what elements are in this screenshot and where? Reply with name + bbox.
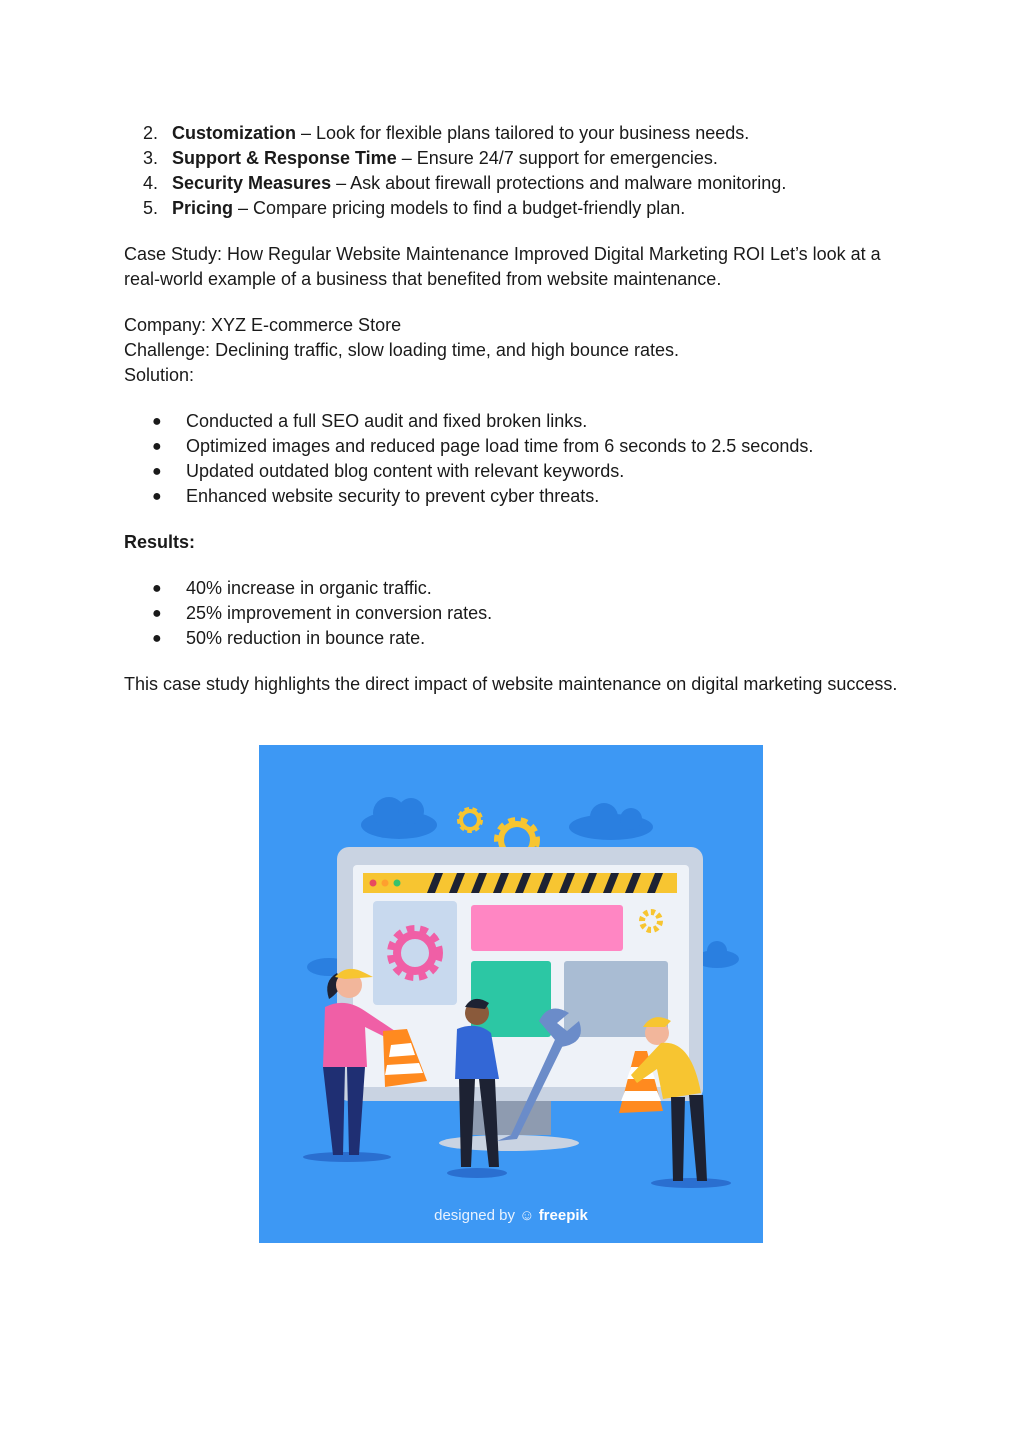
bullet: ● (152, 463, 162, 480)
bullet: ● (152, 413, 162, 430)
item-term: Pricing (172, 198, 234, 218)
list-item: ● Optimized images and reduced page load time from 6 seconds to 2.5 seconds. (124, 434, 904, 459)
company-line: Company: XYZ E-commerce Store (124, 315, 402, 335)
case-study-intro: Case Study: How Regular Website Maintenance Improved Digital Marketing ROI Let’s look at a real-world example of a business that benefited from website maintenance. (124, 244, 881, 289)
bullet: ● (152, 630, 162, 647)
freepik-logo-icon: ☺ (519, 1207, 535, 1224)
item-term: Customization (172, 123, 296, 143)
list-item: 2. Customization – Look for flexible plans tailored to your business needs. (142, 123, 750, 143)
maintenance-illustration (259, 745, 763, 1243)
bullet: ● (152, 605, 162, 622)
document-body (124, 121, 904, 697)
bullet: ● (152, 438, 162, 455)
item-term: Security Measures (172, 173, 332, 193)
list-item: ● 40% increase in organic traffic. (124, 576, 904, 601)
criteria-list (124, 121, 904, 221)
freepik-credit: designed by ☺ freepik (434, 1207, 588, 1224)
results-heading: Results: (124, 532, 196, 552)
list-item: ● Updated outdated blog content with relevant keywords. (124, 459, 904, 484)
list-item: ● 50% reduction in bounce rate. (124, 626, 904, 651)
results-list (124, 576, 904, 651)
solution-list (124, 409, 904, 509)
list-item: 4. Security Measures – Ask about firewall protections and malware monitoring. (142, 173, 787, 193)
bullet: ● (152, 488, 162, 505)
illustration-art (259, 745, 763, 1243)
list-item: 3. Support & Response Time – Ensure 24/7 support for emergencies. (142, 148, 718, 168)
list-item: ● Conducted a full SEO audit and fixed broken links. (124, 409, 904, 434)
challenge-line: Challenge: Declining traffic, slow loading time, and high bounce rates. (124, 340, 679, 360)
list-item: ● 25% improvement in conversion rates. (124, 601, 904, 626)
solution-label: Solution: (124, 365, 195, 385)
list-item: 5. Pricing – Compare pricing models to find a budget-friendly plan. (142, 198, 686, 218)
list-item: ● Enhanced website security to prevent cyber threats. (124, 484, 904, 509)
conclusion: This case study highlights the direct impact of website maintenance on digital marketing success. (124, 674, 898, 694)
item-term: Support & Response Time (172, 148, 397, 168)
bullet: ● (152, 580, 162, 597)
